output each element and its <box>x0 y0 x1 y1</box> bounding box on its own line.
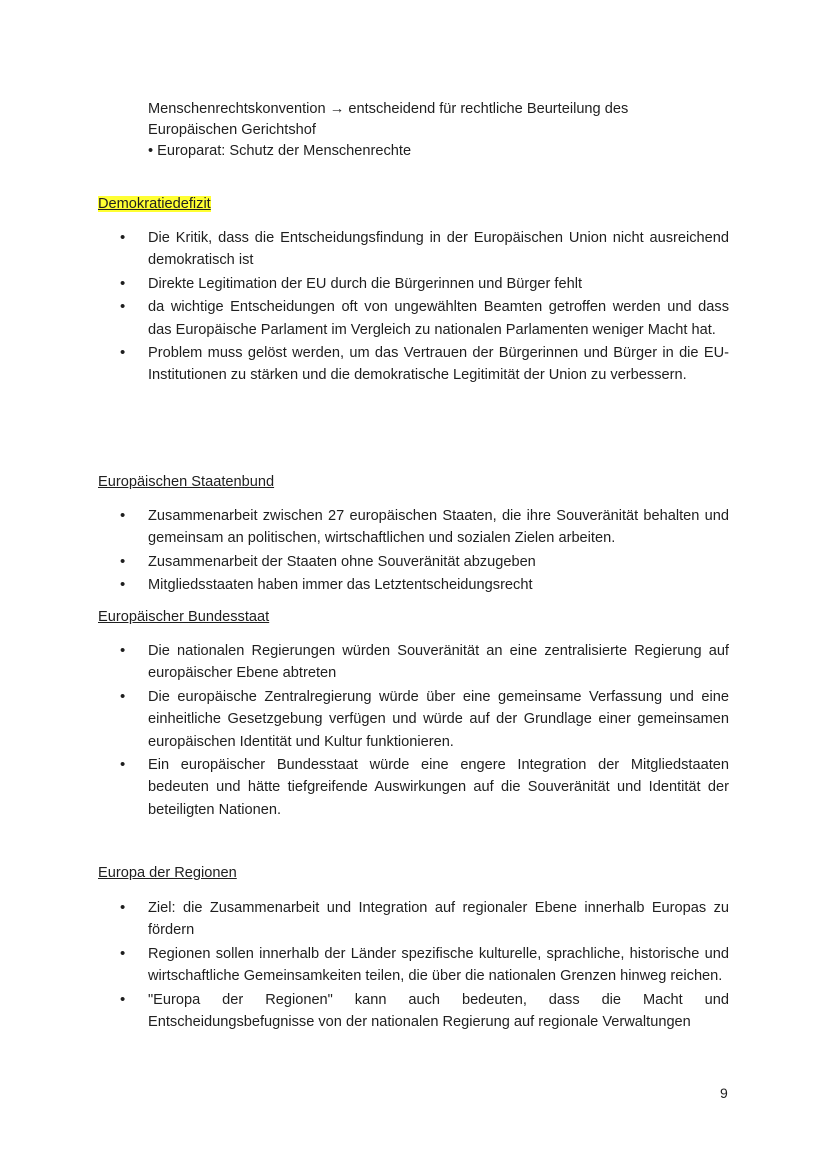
bullet-list-bundesstaat <box>98 640 729 822</box>
section-heading-staatenbund <box>98 472 274 492</box>
bullet-list-demokratiedefizit <box>98 227 729 388</box>
list-item: • Die Kritik, dass die Entscheidungsfindung in der Europäischen Union nicht ausreichend demokratisch ist <box>98 227 729 272</box>
list-item: • Regionen sollen innerhalb der Länder spezifische kulturelle, sprachliche, historische und wirtschaftliche Gemeinsamkeiten teilen, die über die nationalen Grenzen hinweg reichen. <box>98 943 729 988</box>
list-item: • Ziel: die Zusammenarbeit und Integration auf regionaler Ebene innerhalb Europas zu fördern <box>98 897 729 942</box>
list-item: • "Europa der Regionen" kann auch bedeuten, dass die Macht und Entscheidungsbefugnisse von der nationalen Regierung auf regionale Verwaltungen <box>98 989 729 1034</box>
section-heading-demokratiedefizit <box>98 194 211 214</box>
page-number: 9 <box>720 1085 728 1101</box>
intro-line: Menschenrechtskonvention → entscheidend für rechtliche Beurteilung des <box>148 101 629 117</box>
list-item: • Ein europäischer Bundesstaat würde eine engere Integration der Mitgliedstaaten bedeuten und hätte tiefgreifende Auswirkungen auf die Souveränität und Identität der beteiligten Nationen. <box>98 754 729 821</box>
list-item: • Zusammenarbeit zwischen 27 europäischen Staaten, die ihre Souveränität behalten und gemeinsam an politischen, wirtschaftlichen und sozialen Zielen arbeiten. <box>98 505 729 550</box>
list-item: • da wichtige Entscheidungen oft von ungewählten Beamten getroffen werden und dass das Europäische Parlament im Vergleich zu nationalen Parlamenten weniger Macht hat. <box>98 296 729 341</box>
intro-block <box>148 99 748 162</box>
list-item: • Die nationalen Regierungen würden Souveränität an eine zentralisierte Regierung auf europäischer Ebene abtreten <box>98 640 729 685</box>
highlighted-heading-text: Demokratiedefizit <box>98 196 211 212</box>
heading-text: Europäischer Bundesstaat <box>98 609 270 625</box>
list-item: • Direkte Legitimation der EU durch die Bürgerinnen und Bürger fehlt <box>98 273 729 295</box>
section-heading-regionen <box>98 863 237 883</box>
heading-text: Europa der Regionen <box>98 865 237 881</box>
list-item: • Problem muss gelöst werden, um das Vertrauen der Bürgerinnen und Bürger in die EU-Institutionen zu stärken und die demokratische Legitimität der Union zu verbessern. <box>98 342 729 387</box>
section-heading-bundesstaat <box>98 607 269 627</box>
intro-line: Europäischen Gerichtshof <box>148 122 316 138</box>
list-item: • Die europäische Zentralregierung würde über eine gemeinsame Verfassung und eine einheitliche Gesetzgebung verfügen und würde auf der Grundlage einer gemeinsamen europäischen Identität und Kultur funktionieren. <box>98 686 729 753</box>
intro-line: • Europarat: Schutz der Menschenrechte <box>148 143 412 159</box>
list-item: • Mitgliedsstaaten haben immer das Letztentscheidungsrecht <box>98 574 729 596</box>
heading-text: Europäischen Staatenbund <box>98 474 275 490</box>
bullet-list-regionen <box>98 897 729 1034</box>
bullet-list-staatenbund <box>98 505 729 598</box>
list-item: • Zusammenarbeit der Staaten ohne Souveränität abzugeben <box>98 551 729 573</box>
